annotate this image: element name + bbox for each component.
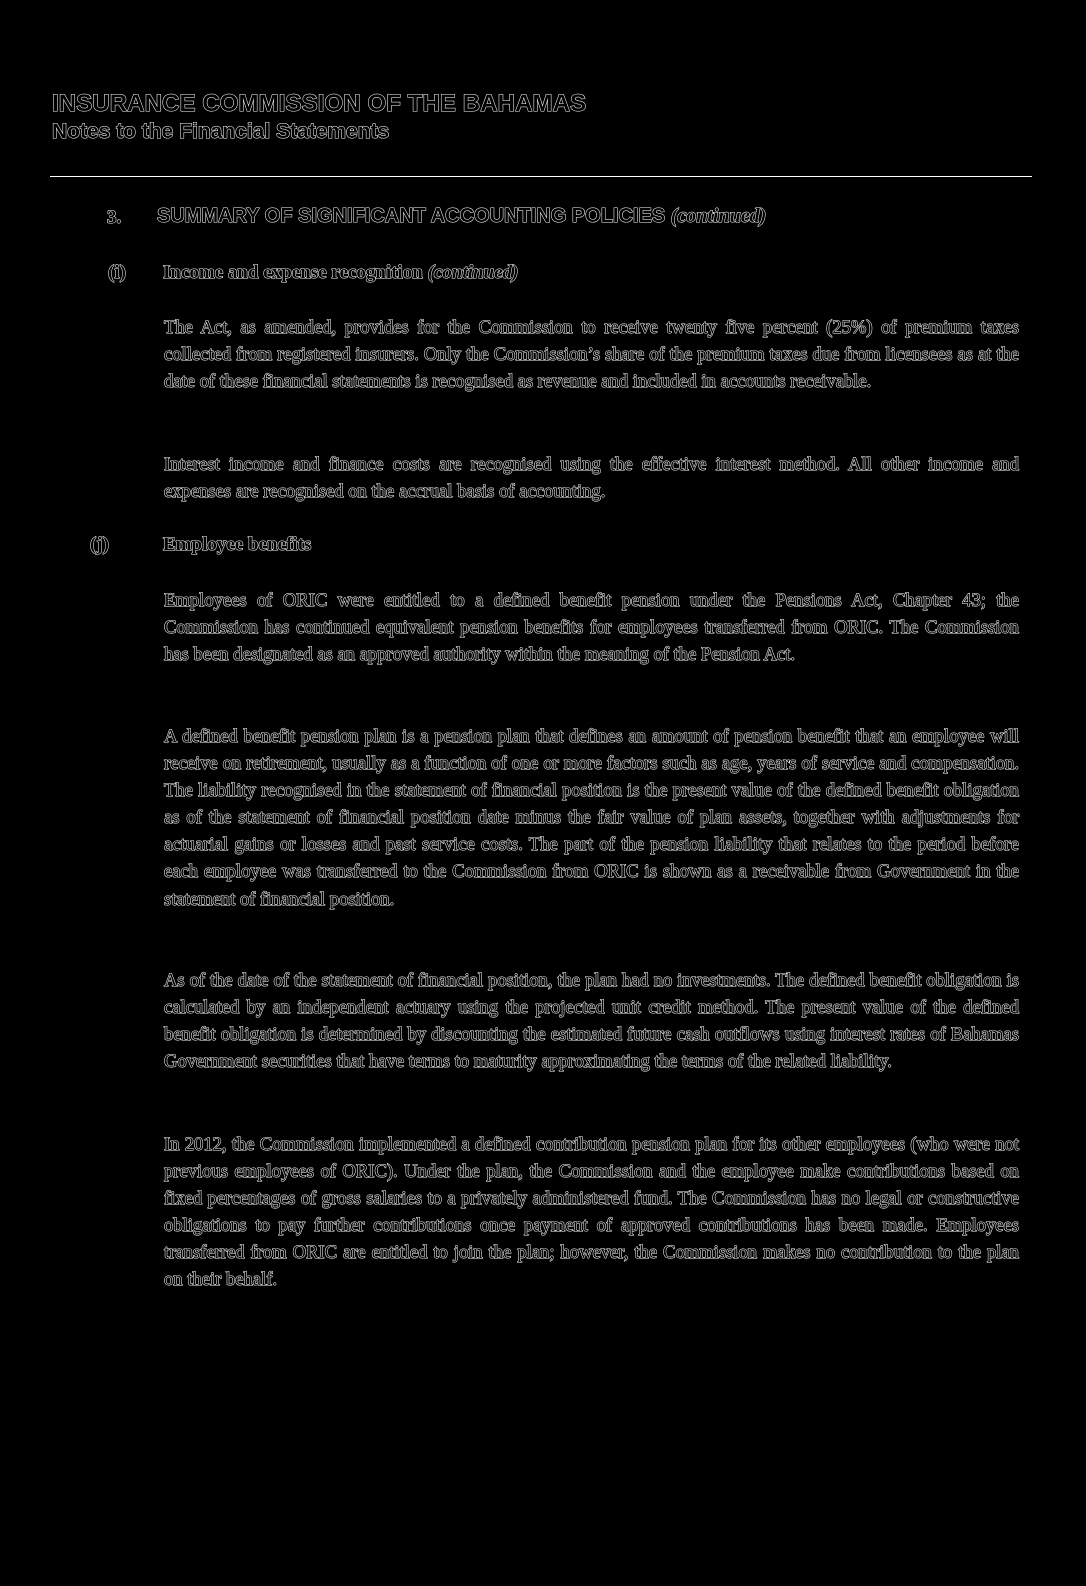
subsection-continued-label: (continued) [427, 262, 519, 283]
paragraph-income-2: Interest income and finance costs are recognised using the effective interest method. All other income and expenses are recognised on the accrual basis of accounting. [164, 454, 1019, 503]
section-title [157, 205, 766, 228]
paragraph-income-1: The Act, as amended, provides for the Commission to receive twenty five percent (25%) of premium taxes collected from registered insurers. Only the Commission’s share of the premium taxes due from licensees as at the date of these financial statements is recognised as revenue and included in accounts receivable. [164, 317, 1019, 393]
paragraph-benefits-4: In 2012, the Commission implemented a defined contribution pension plan for its other employees (who were not previous employees of ORIC). Under the plan, the Commission and the employee make contributions based on fixed percentages of gross salaries to a privately administered fund. The Commission has no legal or constructive obligations to pay further contributions once payment of approved contributions has been made. Employees transferred from ORIC are entitled to join the plan; however, the Commission makes no contribution to the plan on their behalf. [164, 1134, 1019, 1291]
document-title: INSURANCE COMMISSION OF THE BAHAMAS [52, 90, 587, 117]
section-title-text: SUMMARY OF SIGNIFICANT ACCOUNTING POLICIES [157, 205, 666, 227]
subsection-title-employee-benefits: Employee benefits [163, 534, 312, 555]
subsection-marker-j: (j) [90, 534, 109, 555]
section-number: 3. [107, 207, 122, 228]
section-continued-label: (continued) [670, 205, 767, 227]
document-subtitle: Notes to the Financial Statements [52, 120, 390, 143]
subsection-title-income [163, 262, 518, 284]
subsection-marker-i: (i) [108, 262, 126, 283]
subsection-title-income-text: Income and expense recognition [163, 262, 423, 283]
header-divider [50, 176, 1032, 177]
paragraph-benefits-3: As of the date of the statement of financial position, the plan had no investments. The defined benefit obligation is calculated by an independent actuary using the projected unit credit method. The present value of the defined benefit obligation is determined by discounting the estimated future cash outflows using interest rates of Bahamas Government securities that have terms to maturity approximating the terms of the related liability. [164, 970, 1019, 1073]
paragraph-benefits-1: Employees of ORIC were entitled to a defined benefit pension under the Pensions Act, Chapter 43; the Commission has continued equivalent pension benefits for employees transferred from ORIC. The Commission has been designated as an approved authority within the meaning of the Pension Act. [164, 590, 1019, 666]
paragraph-benefits-2: A defined benefit pension plan is a pension plan that defines an amount of pension benefit that an employee will receive on retirement, usually as a function of one or more factors such as age, years of service and compensation. The liability recognised in the statement of financial position is the present value of the defined benefit obligation as of the statement of financial position date minus the fair value of plan assets, together with adjustments for actuarial gains or losses and past service costs. The part of the pension liability that relates to the period before each employee was transferred to the Commission from ORIC is shown as a receivable from Government in the statement of financial position. [164, 726, 1019, 910]
